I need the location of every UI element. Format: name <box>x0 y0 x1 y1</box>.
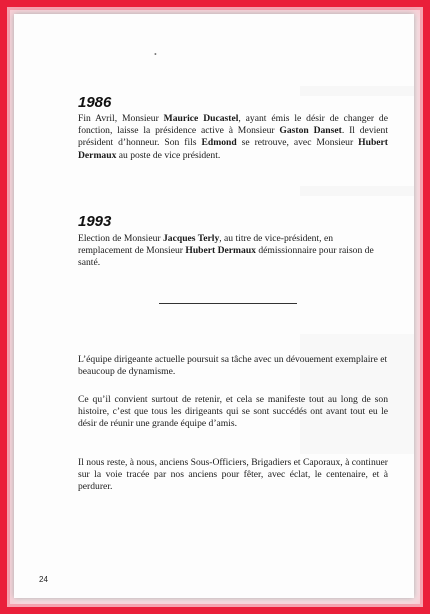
person-name: Maurice Ducastel <box>163 113 239 124</box>
person-name: Gaston Danset <box>279 125 342 137</box>
person-name: Jacques Terly <box>163 233 220 244</box>
section-divider <box>159 303 297 304</box>
person-name: Hubert Dermaux <box>185 245 256 257</box>
person-name: Hubert Dermaux <box>78 137 388 161</box>
text-run: se retrouve, avec Monsieur <box>236 137 359 149</box>
bleed-through-shadow <box>300 186 414 196</box>
paragraph-future: Il nous reste, à nous, anciens Sous-Officiers, Brigadiers et Caporaux, à continuer sur la voie tracée par nos anciens pour fêter, avec éclat, le centenaire, et à perdurer. <box>78 457 388 493</box>
section-1993-text <box>78 233 388 270</box>
section-1986-text <box>78 113 388 162</box>
text-run: , au titre de vice-président, en remplacement de Monsieur <box>78 233 333 257</box>
page-number: 24 <box>39 575 48 584</box>
paragraph-team: L’équipe dirigeante actuelle poursuit sa tâche avec un dévouement exemplaire et beaucoup de dynamisme. <box>78 354 388 378</box>
year-heading-1986: 1986 <box>78 94 112 111</box>
text-run: , ayant émis le désir de changer de fonction, laisse la présidence active à Monsieur <box>78 113 388 137</box>
text-run: . Il devient président d’honneur. Son fils <box>78 125 388 149</box>
text-run: au poste de vice président. <box>116 149 221 161</box>
text-run: démissionnaire pour raison de santé. <box>78 245 374 269</box>
scan-speck: • <box>154 50 157 59</box>
text-run: Election de Monsieur <box>78 233 163 244</box>
bleed-through-shadow <box>300 86 414 96</box>
person-name: Edmond <box>201 137 237 149</box>
year-heading-1993: 1993 <box>78 213 112 230</box>
paragraph-history: Ce qu’il convient surtout de retenir, et cela se manifeste tout au long de son histoire, c’est que tous les dirigeants qui se sont succédés ont avant tout eu le désir de réunir une grande équipe d’amis. <box>78 394 388 430</box>
document-page <box>14 14 414 598</box>
text-run: Fin Avril, Monsieur <box>78 113 164 124</box>
